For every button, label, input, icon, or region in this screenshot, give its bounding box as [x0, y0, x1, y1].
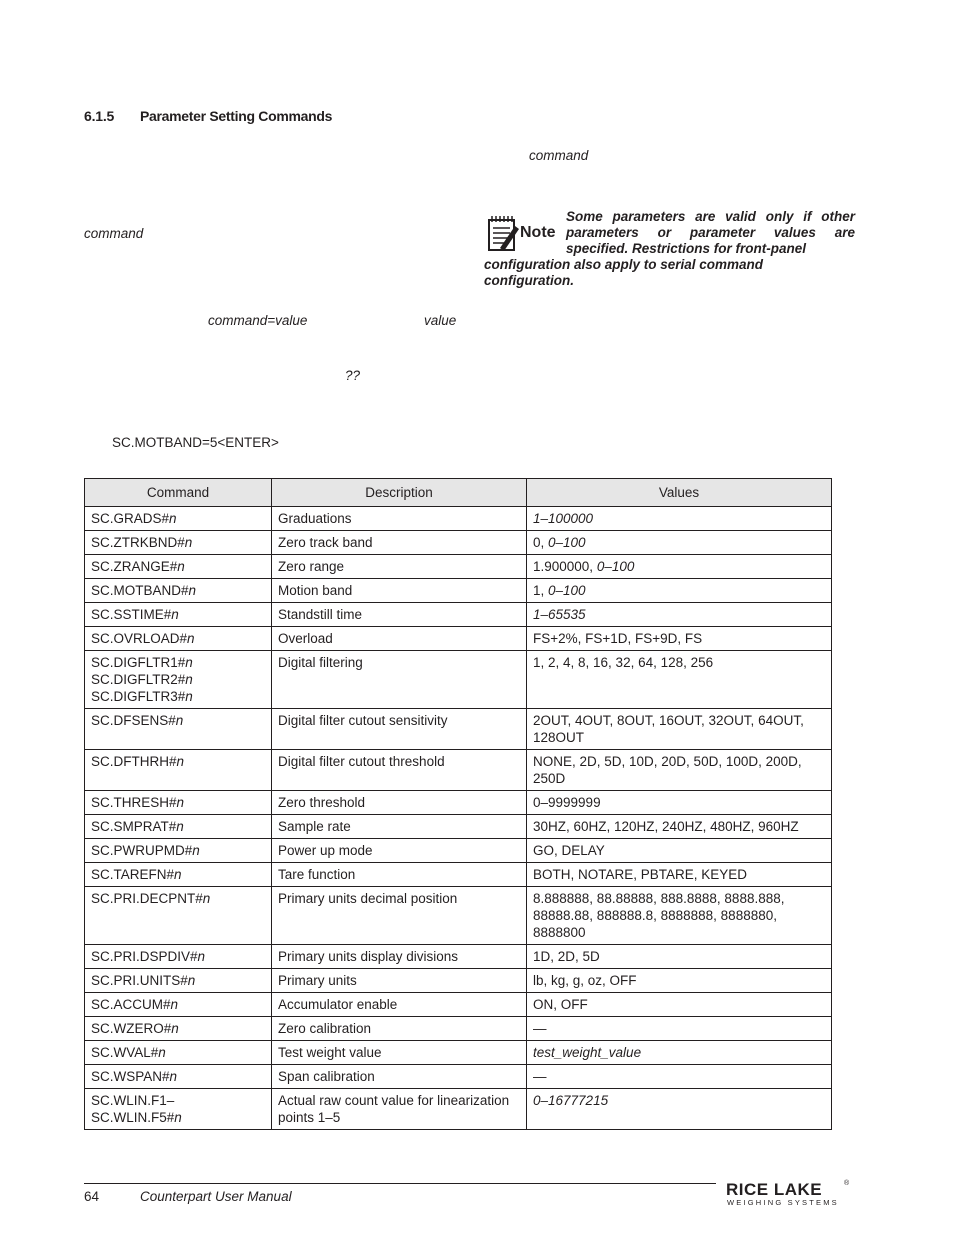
header-values: Values: [527, 479, 832, 507]
table-row: [85, 1089, 832, 1130]
command-parameter-n: n: [202, 891, 211, 906]
text-fragment-command-value: command=value: [208, 313, 308, 328]
command-cell: [85, 507, 272, 531]
command-name: SC.PWRUPMD#n: [91, 843, 200, 858]
command-cell: [85, 791, 272, 815]
description-cell: Graduations: [272, 507, 527, 531]
command-parameter-n: n: [171, 1021, 179, 1036]
command-cell: [85, 627, 272, 651]
description-cell: Power up mode: [272, 839, 527, 863]
command-cell: [85, 1089, 272, 1130]
command-name: SC.TAREFN#n: [91, 867, 182, 882]
command-name: SC.ZRANGE#n: [91, 559, 185, 574]
table-row: [85, 887, 832, 945]
description-cell: Standstill time: [272, 603, 527, 627]
description-cell: Digital filter cutout threshold: [272, 750, 527, 791]
command-parameter-n: n: [188, 583, 197, 598]
note-text: Some parameters are valid only if other parameters or parameter values are specified. Restrictions for front-panel: [566, 209, 855, 256]
note-label: Note: [520, 224, 556, 241]
command-name: SC.THRESH#n: [91, 795, 185, 810]
values-cell: —: [527, 1065, 832, 1089]
command-name: SC.ACCUM#n: [91, 997, 179, 1012]
text-fragment-query: ??: [345, 368, 361, 383]
command-parameter-n: n: [184, 535, 193, 550]
values-cell: —: [527, 1017, 832, 1041]
table-row: [85, 603, 832, 627]
table-row: [85, 969, 832, 993]
command-name: SC.DFTHRH#n: [91, 754, 185, 769]
command-name: SC.PRI.DECPNT#n: [91, 891, 211, 906]
table-row: [85, 815, 832, 839]
command-cell: [85, 839, 272, 863]
table-row: [85, 839, 832, 863]
command-parameter-n: n: [170, 997, 179, 1012]
command-cell: [85, 945, 272, 969]
command-name: SC.WZERO#n: [91, 1021, 179, 1036]
command-parameter-n: n: [185, 689, 193, 704]
command-cell: [85, 579, 272, 603]
table-row: [85, 1041, 832, 1065]
command-parameter-n: n: [176, 795, 185, 810]
table-row: [85, 627, 832, 651]
values-cell: 0, 0–100: [527, 531, 832, 555]
command-parameter-n: n: [174, 867, 182, 882]
values-cell: ON, OFF: [527, 993, 832, 1017]
command-parameter-n: n: [185, 672, 193, 687]
values-cell: 30HZ, 60HZ, 120HZ, 240HZ, 480HZ, 960HZ: [527, 815, 832, 839]
description-cell: Zero track band: [272, 531, 527, 555]
header-command: Command: [85, 479, 272, 507]
command-name: SC.PRI.UNITS#n: [91, 973, 196, 988]
table-row: [85, 1017, 832, 1041]
command-name: SC.GRADS#n: [91, 511, 177, 526]
values-cell: 1, 0–100: [527, 579, 832, 603]
command-parameter-n: n: [169, 511, 177, 526]
command-parameter-n: n: [158, 1045, 166, 1060]
command-cell: [85, 750, 272, 791]
command-cell: [85, 651, 272, 709]
command-name: SC.SMPRAT#n: [91, 819, 184, 834]
description-cell: Actual raw count value for linearization points 1–5: [272, 1089, 527, 1130]
description-cell: Accumulator enable: [272, 993, 527, 1017]
values-cell: 1D, 2D, 5D: [527, 945, 832, 969]
header-description: Description: [272, 479, 527, 507]
description-cell: Primary units display divisions: [272, 945, 527, 969]
text-fragment-command: command: [529, 148, 589, 163]
command-parameter-n: n: [169, 1069, 178, 1084]
description-cell: Overload: [272, 627, 527, 651]
parameter-commands-table: [84, 478, 832, 1130]
table-row: [85, 945, 832, 969]
values-cell: 1–65535: [527, 603, 832, 627]
command-name: SC.DIGFLTR2#n: [91, 672, 193, 687]
values-cell: 8.888888, 88.88888, 888.8888, 8888.888, 88888.88, 888888.8, 8888888, 8888880, 8888800: [527, 887, 832, 945]
command-cell: [85, 1041, 272, 1065]
command-parameter-n: n: [187, 631, 195, 646]
values-cell: 1, 2, 4, 8, 16, 32, 64, 128, 256: [527, 651, 832, 709]
rice-lake-logo: [724, 1180, 852, 1208]
command-cell: [85, 709, 272, 750]
command-parameter-n: n: [197, 949, 206, 964]
description-cell: Zero threshold: [272, 791, 527, 815]
command-cell: [85, 555, 272, 579]
table-row: [85, 507, 832, 531]
command-name: SC.PRI.DSPDIV#n: [91, 949, 206, 964]
description-cell: Primary units: [272, 969, 527, 993]
command-parameter-n: n: [185, 655, 193, 670]
command-cell: [85, 969, 272, 993]
description-cell: Sample rate: [272, 815, 527, 839]
values-cell: FS+2%, FS+1D, FS+9D, FS: [527, 627, 832, 651]
description-cell: Zero calibration: [272, 1017, 527, 1041]
section-title: Parameter Setting Commands: [140, 108, 333, 124]
example-command: SC.MOTBAND=5<ENTER>: [112, 435, 279, 450]
command-name: SC.WVAL#n: [91, 1045, 166, 1060]
command-cell: [85, 531, 272, 555]
command-name: SC.DIGFLTR3#n: [91, 689, 193, 704]
command-cell: [85, 887, 272, 945]
command-name: SC.WSPAN#n: [91, 1069, 178, 1084]
values-cell: BOTH, NOTARE, PBTARE, KEYED: [527, 863, 832, 887]
command-cell: [85, 1017, 272, 1041]
description-cell: Digital filtering: [272, 651, 527, 709]
command-cell: [85, 863, 272, 887]
table-row: [85, 709, 832, 750]
values-cell: 0–16777215: [527, 1089, 832, 1130]
table-row: [85, 1065, 832, 1089]
table-row: [85, 651, 832, 709]
command-parameter-n: n: [176, 754, 185, 769]
command-parameter-n: n: [175, 713, 184, 728]
table-row: [85, 863, 832, 887]
values-cell: 1.900000, 0–100: [527, 555, 832, 579]
table-row: [85, 993, 832, 1017]
document-title: Counterpart User Manual: [140, 1189, 292, 1204]
description-cell: Motion band: [272, 579, 527, 603]
description-cell: Digital filter cutout sensitivity: [272, 709, 527, 750]
table-header-row: [85, 479, 832, 507]
page-number: 64: [84, 1189, 100, 1204]
text-fragment-command: command: [84, 226, 144, 241]
values-cell: NONE, 2D, 5D, 10D, 20D, 50D, 100D, 200D, 250D: [527, 750, 832, 791]
description-cell: Span calibration: [272, 1065, 527, 1089]
command-name: SC.WLIN.F5#n: [91, 1110, 182, 1125]
table-row: [85, 531, 832, 555]
command-name: SC.WLIN.F1–: [91, 1093, 175, 1108]
command-name: SC.SSTIME#n: [91, 607, 179, 622]
description-cell: Test weight value: [272, 1041, 527, 1065]
command-cell: [85, 815, 272, 839]
command-name: SC.DIGFLTR1#n: [91, 655, 193, 670]
command-name: SC.OVRLOAD#n: [91, 631, 195, 646]
command-cell: [85, 1065, 272, 1089]
logo-main-text: RICE LAKE: [726, 1180, 823, 1199]
values-cell: lb, kg, g, oz, OFF: [527, 969, 832, 993]
table-row: [85, 555, 832, 579]
command-parameter-n: n: [171, 607, 179, 622]
table-row: [85, 791, 832, 815]
command-cell: [85, 603, 272, 627]
values-cell: GO, DELAY: [527, 839, 832, 863]
values-cell: 2OUT, 4OUT, 8OUT, 16OUT, 32OUT, 64OUT, 128OUT: [527, 709, 832, 750]
table-row: [85, 579, 832, 603]
logo-registered-mark: ®: [844, 1180, 850, 1187]
command-name: SC.MOTBAND#n: [91, 583, 197, 598]
description-cell: Tare function: [272, 863, 527, 887]
values-cell: test_weight_value: [527, 1041, 832, 1065]
description-cell: Primary units decimal position: [272, 887, 527, 945]
values-cell: 1–100000: [527, 507, 832, 531]
command-name: SC.DFSENS#n: [91, 713, 184, 728]
command-parameter-n: n: [192, 843, 200, 858]
command-parameter-n: n: [176, 819, 184, 834]
description-cell: Zero range: [272, 555, 527, 579]
footer-rule: [84, 1183, 716, 1184]
logo-sub-text: WEIGHING SYSTEMS: [727, 1198, 839, 1207]
note-text-continued: configuration also apply to serial command configuration.: [484, 257, 764, 288]
command-name: SC.ZTRKBND#n: [91, 535, 193, 550]
text-fragment-value: value: [424, 313, 457, 328]
table-row: [85, 750, 832, 791]
values-cell: 0–9999999: [527, 791, 832, 815]
command-parameter-n: n: [177, 559, 185, 574]
command-cell: [85, 993, 272, 1017]
command-parameter-n: n: [187, 973, 196, 988]
command-parameter-n: n: [174, 1110, 182, 1125]
section-number: 6.1.5: [84, 108, 115, 124]
